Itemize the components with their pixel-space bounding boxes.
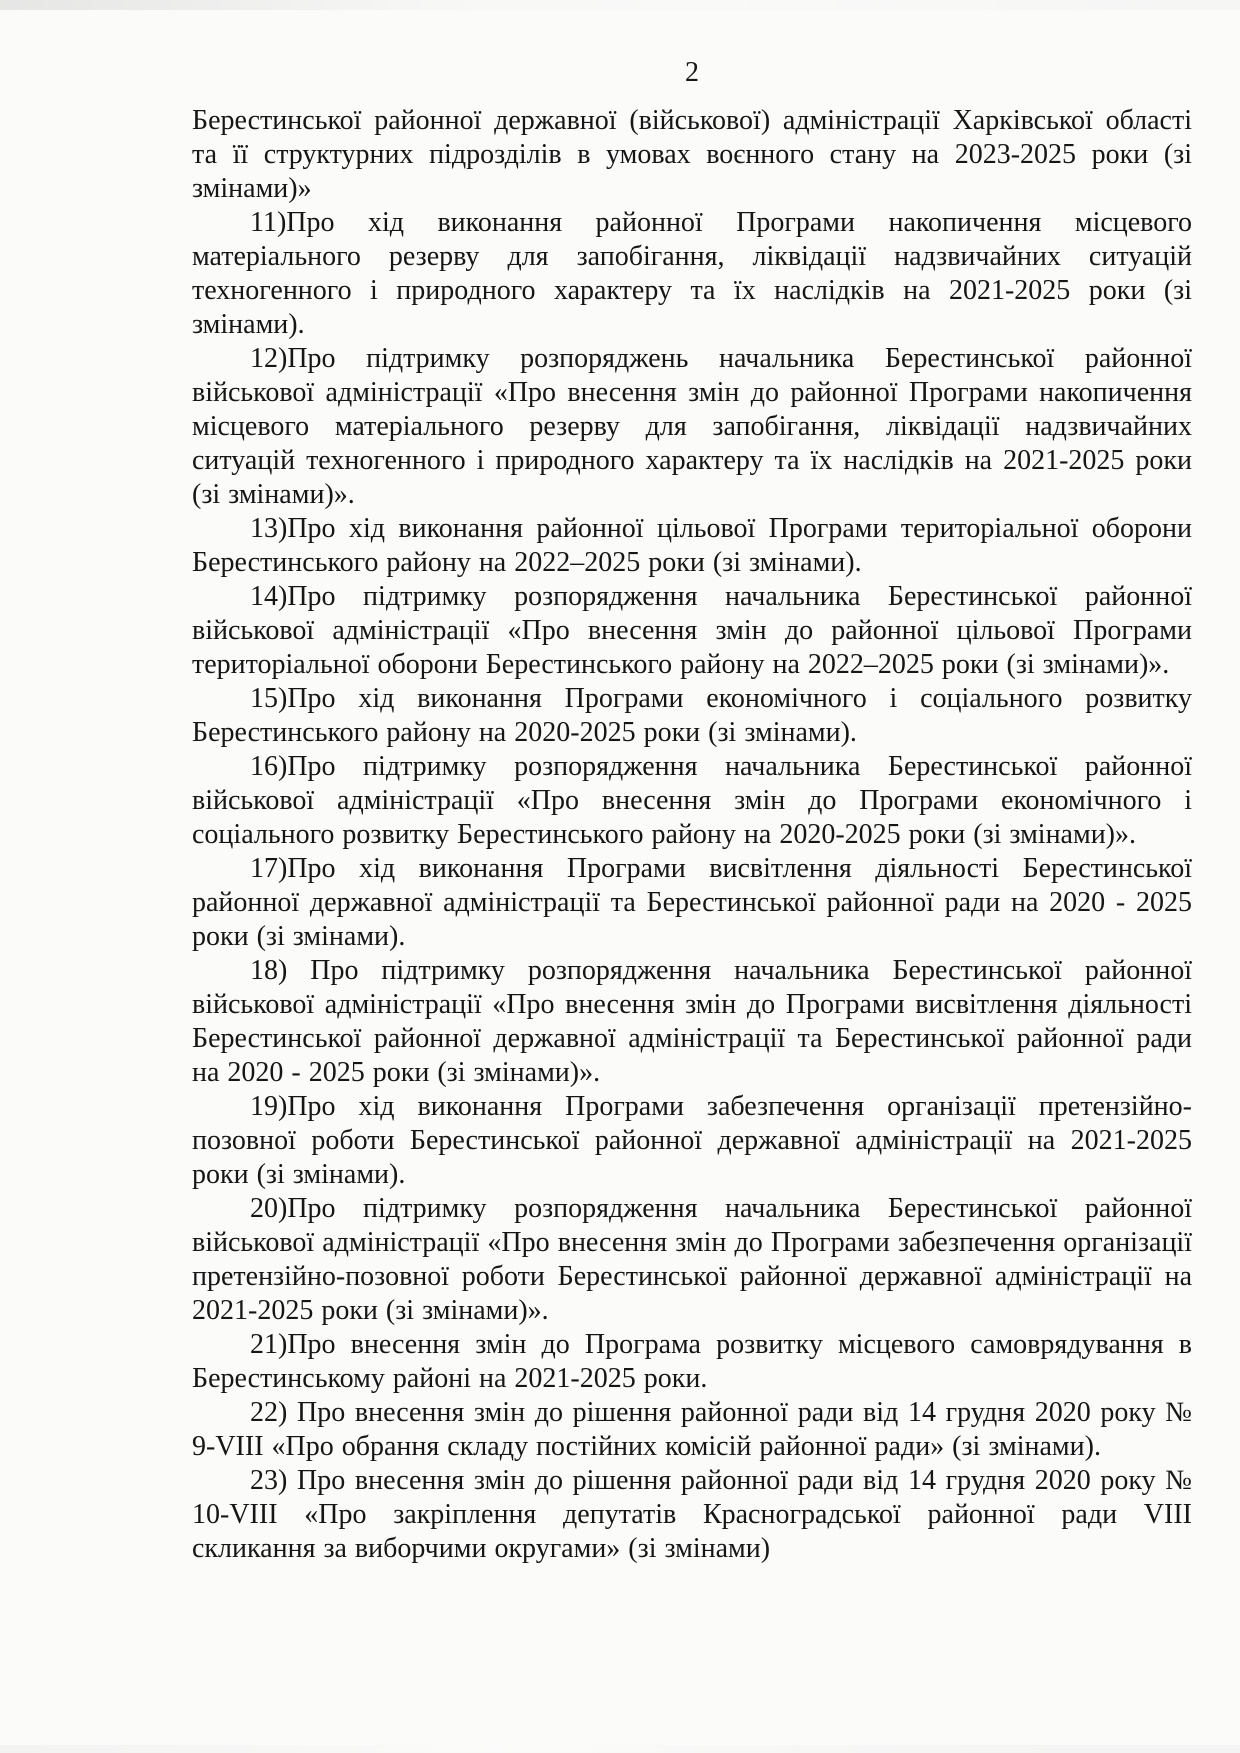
agenda-item-paragraph: 12)Про підтримку розпоряджень начальника Берестинської районної військової адміністрації «Про внесення змін до районної Програми накопичення місцевого матеріального резерву для запобігання, ліквідації надзвичайних ситуацій техногенного і природного характеру та їх наслідків на 2021-2025 роки (зі змінами)». (192, 343, 1192, 510)
agenda-item-paragraph: 19)Про хід виконання Програми забезпечення організації претензійно-позовної роботи Берестинської районної державної адміністрації на 2021-2025 роки (зі змінами). (192, 1091, 1192, 1190)
agenda-item-paragraph: 17)Про хід виконання Програми висвітлення діяльності Берестинської районної державної адміністрації та Берестинської районної ради на 2020 - 2025 роки (зі змінами). (192, 853, 1192, 952)
agenda-item-paragraph: 18) Про підтримку розпорядження начальника Берестинської районної військової адміністрації «Про внесення змін до Програми висвітлення діяльності Берестинської районної державної адміністрації та Берестинської районної ради на 2020 - 2025 роки (зі змінами)». (192, 955, 1192, 1088)
page-number: 2 (685, 57, 699, 88)
agenda-item-paragraph: 14)Про підтримку розпорядження начальника Берестинської районної військової адміністрації «Про внесення змін до районної цільової Програми територіальної оборони Берестинського району на 2022–2025 роки (зі змінами)». (192, 581, 1192, 680)
document-page (192, 56, 1192, 1566)
agenda-item-paragraph: 21)Про внесення змін до Програма розвитку місцевого самоврядування в Берестинському районі на 2021-2025 роки. (192, 1329, 1192, 1394)
agenda-item-paragraph: 16)Про підтримку розпорядження начальника Берестинської районної військової адміністрації «Про внесення змін до Програми економічного і соціального розвитку Берестинського району на 2020-2025 роки (зі змінами)». (192, 751, 1192, 850)
agenda-item-paragraph: 20)Про підтримку розпорядження начальника Берестинської районної військової адміністрації «Про внесення змін до Програми забезпечення організації претензійно-позовної роботи Берестинської районної державної адміністрації на 2021-2025 роки (зі змінами)». (192, 1193, 1192, 1326)
agenda-item-paragraph: 15)Про хід виконання Програми економічного і соціального розвитку Берестинського району на 2020-2025 роки (зі змінами). (192, 683, 1192, 748)
agenda-item-paragraph: Берестинської районної державної (військової) адміністрації Харківської області та її структурних підрозділів в умовах воєнного стану на 2023-2025 роки (зі змінами)» (192, 105, 1192, 204)
agenda-item-paragraph: 13)Про хід виконання районної цільової Програми територіальної оборони Берестинського району на 2022–2025 роки (зі змінами). (192, 513, 1192, 578)
scan-artifact-top-edge (0, 0, 1240, 10)
agenda-item-paragraph: 22) Про внесення змін до рішення районної ради від 14 грудня 2020 року № 9-VIII «Про обрання складу постійних комісій районної ради» (зі змінами). (192, 1397, 1192, 1462)
scan-artifact-bottom-edge (0, 1745, 1240, 1753)
agenda-item-paragraph: 11)Про хід виконання районної Програми накопичення місцевого матеріального резерву для запобігання, ліквідації надзвичайних ситуацій техногенного і природного характеру та їх наслідків на 2021-2025 роки (зі змінами). (192, 207, 1192, 340)
agenda-item-paragraph: 23) Про внесення змін до рішення районної ради від 14 грудня 2020 року № 10-VIII «Про закріплення депутатів Красноградської районної ради VIII скликання за виборчими округами» (зі змінами) (192, 1465, 1192, 1564)
agenda-items-list (192, 104, 1192, 1566)
